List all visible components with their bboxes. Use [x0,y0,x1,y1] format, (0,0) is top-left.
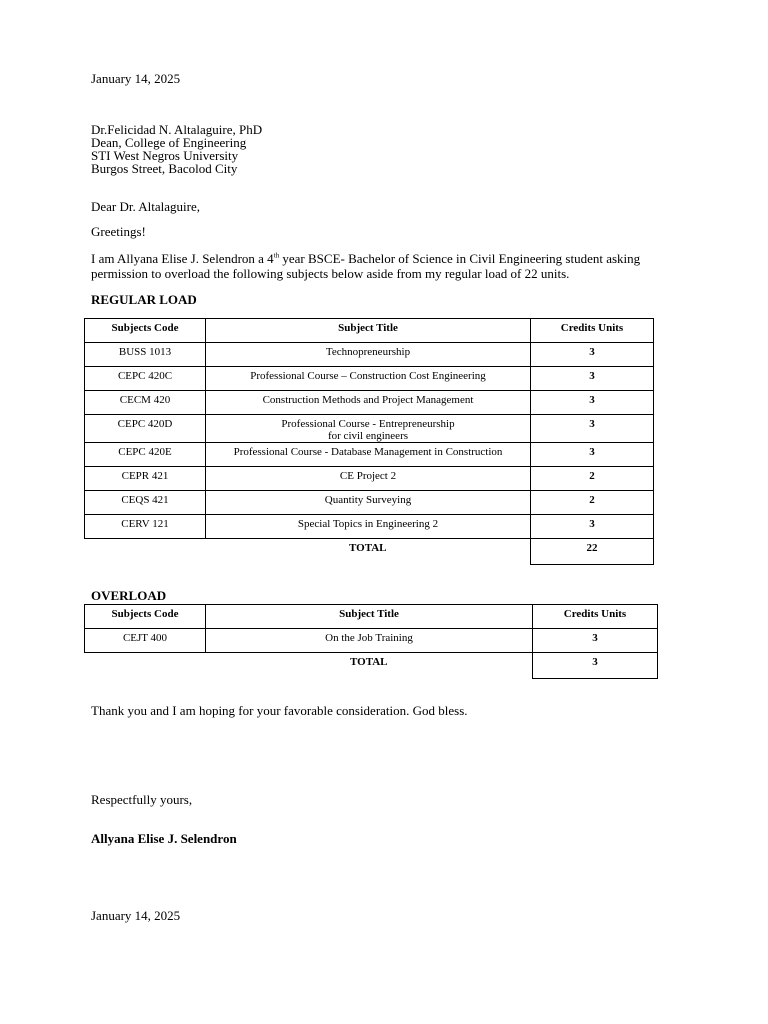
table-row [85,343,654,367]
subject-code: BUSS 1013 [85,343,206,367]
total-blank-cell [85,653,206,679]
table-row [85,629,658,653]
total-row [85,653,658,679]
credit-units: 3 [533,629,658,653]
subject-title: Construction Methods and Project Management [206,391,531,415]
header-subjects-code: Subjects Code [85,605,206,629]
header-credits-units: Credits Units [533,605,658,629]
subject-title: Professional Course – Construction Cost Engineering [206,367,531,391]
subject-code: CERV 121 [85,515,206,539]
header-credits-units: Credits Units [531,319,654,343]
regular-load-table [84,318,654,565]
total-blank-cell [85,539,206,565]
body-text-1: I am Allyana Elise J. Selendron a 4 [91,251,274,266]
subject-title: Quantity Surveying [206,491,531,515]
salutation: Dear Dr. Altalaguire, [91,199,201,214]
subject-code: CEJT 400 [85,629,206,653]
credit-units: 3 [531,391,654,415]
overload-heading: OVERLOAD [91,588,167,603]
subject-title: CE Project 2 [206,467,531,491]
header-subjects-code: Subjects Code [85,319,206,343]
recipient-address [91,123,262,175]
subject-code: CEQS 421 [85,491,206,515]
subject-title: Special Topics in Engineering 2 [206,515,531,539]
signature-name: Allyana Elise J. Selendron [91,831,237,846]
total-label: TOTAL [350,656,388,668]
subject-code: CEPC 420E [85,443,206,467]
recipient-institution: STI West Negros University [91,148,239,163]
table-row [85,367,654,391]
subject-title: On the Job Training [206,629,533,653]
subject-title-line1: Professional Course - Entrepreneurship [281,418,455,430]
table-header-row [85,319,654,343]
credit-units: 3 [531,415,654,443]
subject-title-line2: for civil engineers [327,430,409,442]
credit-units: 2 [531,467,654,491]
table-row [85,443,654,467]
recipient-street: Burgos Street, Bacolod City [91,161,238,176]
header-subject-title: Subject Title [206,605,533,629]
recipient-name: Dr.Felicidad N. Altalaguire, PhD [91,122,263,137]
subject-code: CEPC 420D [85,415,206,443]
header-subject-title: Subject Title [206,319,531,343]
subject-code: CEPR 421 [85,467,206,491]
sign-off: Respectfully yours, [91,792,193,807]
overload-table [84,604,658,679]
recipient-title: Dean, College of Engineering [91,135,247,150]
body-text-2: year BSCE- Bachelor of Science in Civil Engineering student asking permission to overload the following subjects below aside from my regular load of 22 units. [91,251,641,281]
letter-date: January 14, 2025 [91,71,181,86]
total-units: 22 [531,539,654,565]
subject-code: CECM 420 [85,391,206,415]
table-header-row [85,605,658,629]
body-superscript: th [273,251,280,260]
table-row [85,415,654,443]
credit-units: 3 [531,443,654,467]
subject-title: Technopreneurship [206,343,531,367]
subject-title: Professional Course - Database Management in Construction [206,443,531,467]
subject-code: CEPC 420C [85,367,206,391]
greeting: Greetings! [91,224,146,239]
table-row [85,515,654,539]
total-units: 3 [533,653,658,679]
total-row [85,539,654,565]
total-label: TOTAL [349,542,387,554]
credit-units: 2 [531,491,654,515]
table-row [85,467,654,491]
body-paragraph [91,251,691,281]
credit-units: 3 [531,515,654,539]
regular-load-heading: REGULAR LOAD [91,292,197,307]
letter-date-bottom: January 14, 2025 [91,908,181,923]
credit-units: 3 [531,367,654,391]
table-row [85,391,654,415]
closing-text: Thank you and I am hoping for your favorable consideration. God bless. [91,703,468,718]
subject-title [206,415,531,443]
table-row [85,491,654,515]
credit-units: 3 [531,343,654,367]
